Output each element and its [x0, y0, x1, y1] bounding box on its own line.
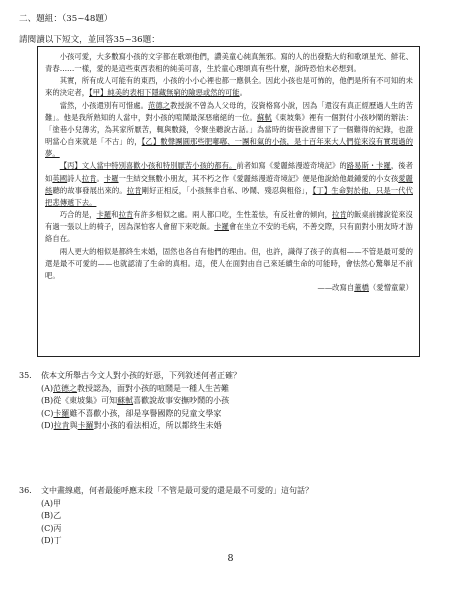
text-run: (C) [41, 408, 54, 418]
option-b[interactable] [41, 510, 313, 523]
question-stem [19, 370, 241, 383]
source-title: （愛憎童蒙） [368, 282, 413, 292]
underlined-text: 拉肯 [126, 185, 142, 195]
paragraph [45, 246, 413, 282]
instruction: 請閱讀以下短文，並回答35~36題： [19, 35, 160, 45]
paragraph [45, 160, 413, 209]
text-run: 會在坐立不安的毛病，不善交際，只有面對小朋友時才游絡自在。 [45, 222, 413, 244]
options [41, 383, 241, 433]
underlined-text: 【甲】純美的表相下隱藏無窮的險惡或然的可能 [89, 88, 240, 98]
paragraph [45, 100, 413, 161]
text-run: 教授說不曾為人父母的，沒資格寫小說，因為「還沒有真正經歷過人生的苦難」。他是我所熟知的人當中，對小孩的喧鬧最深惡痛絕的一位。 [45, 100, 413, 122]
paragraph [45, 75, 413, 99]
question-35 [19, 370, 241, 433]
page-number: 8 [227, 553, 234, 564]
option-c[interactable] [41, 408, 241, 421]
underlined-text: 數聲團圓那些肥嘟嘟、一團和氣的小孩，是十百年來大人們從來沒有實現過的夢。 [45, 137, 413, 159]
underlined-text: 【丁】 [312, 185, 332, 195]
underlined-text: 范德之 [53, 383, 78, 393]
option-a[interactable] [41, 498, 313, 511]
text-run: 。 [239, 88, 247, 98]
question-number: 36. [19, 486, 32, 495]
text-run: 《東坡集》裡有一個對付小孩吵鬧的辦法：「塗巷小兒薄劣，為其家所厭苦，輒與數錢，令聚坐聽說古話。」為當時的街巷說書留下了一個難得的紀錄，也證明當心自來就是「不古」的， [45, 112, 413, 147]
text-run: (B)乙 [41, 511, 62, 521]
text-run: ，後者如 [45, 161, 413, 183]
source-citation [45, 282, 413, 294]
text-run: 小孩可愛，大多數寫小孩的文字都在歌頌他們，讚美童心純真無邪。寫的人的出發點大約和歌頌星光、鮮花、青春……一樣，愛的是這些東西表相的純美可喜，生於童心理頌真有些什麼，說時恐怕未必想到。 [45, 52, 413, 74]
question-text: 文中畫線處，何者最能呼應末段「不管是最可愛的還是最不可愛的」這句話？ [41, 486, 313, 495]
underlined-text: 拉肯 [53, 421, 70, 431]
text-run: 雖不喜歡小孩，卻是享譽國際的兒童文學家 [69, 408, 222, 418]
underlined-text: 范德之 [148, 100, 171, 110]
text-run: 與 [69, 421, 78, 431]
paragraph [45, 51, 413, 75]
underlined-text: 卡羅 [96, 210, 112, 220]
text-run: (A) [41, 383, 54, 393]
text-run: 的飯桌前據說從來沒有過一張以上的椅子，因為深怕客人會留下來吃飯。 [45, 210, 413, 232]
text-run: 詩人 [67, 173, 82, 183]
text-run: 有許多相似之處。兩人都口吃，生性羞怯，有反社會的傾向， [133, 210, 332, 220]
text-run: 和 [111, 210, 119, 220]
underlined-text: 蘇軾 [256, 112, 272, 122]
question-text: 依本文所舉古今文人對小孩的好惡，下列敘述何者正確？ [41, 371, 241, 380]
section-title: 二、題組：（35~48題） [19, 14, 113, 24]
option-d[interactable] [41, 420, 241, 433]
option-c[interactable] [41, 523, 313, 536]
underlined-text: 愛麗絲 [45, 173, 413, 195]
text-run: (C)丙 [41, 523, 62, 533]
text-run: 其實，所有成人可能有的東西，小孩的小小心裡也都一應俱全。因此小孩也是可怖的，他們是所有不可知的未來的決定者， [45, 76, 413, 98]
underlined-text: 卡羅 [53, 408, 70, 418]
option-d[interactable] [41, 535, 313, 548]
text-run: 喜歡說故事安撫吵鬧的小孩 [133, 396, 230, 406]
underlined-text: 拉肯 [331, 210, 347, 220]
underlined-text: 拉肯 [118, 210, 134, 220]
passage-box [37, 46, 420, 357]
underlined-text: 路易斯・卡羅 [346, 161, 391, 171]
underlined-text: 生命對於他，只是一代代把悲傳遞下去。 [45, 185, 413, 207]
underlined-text: 拉肯 [81, 173, 97, 183]
text-run: 當然，小孩還別有可惜處。 [59, 100, 149, 110]
source-prefix: ——改寫自 [317, 282, 355, 292]
text-run: 聽的故事發展出來的。 [52, 185, 127, 195]
text-run: (B)從《東坡集》可知 [41, 396, 118, 406]
text-run: 剛好正相反，「小孩無非自私、吵鬧、殘忍與粗俗」， [141, 185, 313, 195]
options [41, 498, 313, 548]
text-run: (A)甲 [41, 498, 62, 508]
question-stem [19, 485, 313, 498]
option-a[interactable] [41, 383, 241, 396]
underlined-text: 卡羅 [103, 173, 119, 183]
option-b[interactable] [41, 395, 241, 408]
underlined-text: 卡羅 [77, 421, 94, 431]
text-run: 對小孩的看法相近，所以都終生未婚 [93, 421, 222, 431]
underlined-text: 【乙】 [141, 137, 161, 147]
underlined-text: 卡羅 [214, 222, 230, 232]
underlined-text: 英國 [52, 173, 68, 183]
text-run: 一生結交無數小朋友，其不朽之作《愛麗絲漫遊奇境記》便是他說給他最鍾愛的小女孩 [118, 173, 399, 183]
question-number: 35. [19, 371, 32, 380]
question-36 [19, 485, 313, 548]
text-run: 巧合的是， [59, 210, 97, 220]
text-run: (D)丁 [41, 536, 62, 546]
underlined-text: 蘇軾 [117, 396, 134, 406]
underlined-text: 【丙】文人當中特別喜歡小孩和特別厭苦小孩的都有。 [59, 161, 237, 171]
text-run: (D) [41, 421, 54, 431]
text-run: 兩人更大的相似是都終生未婚，固然也各自有他們的理由。但，也許，識得了孩子的真相——不管是最可愛的還是最不可愛的——也就認清了生命的真相。這，使人在面對由自己來延續生命的可能時，會怯然心驚舉足不前吧。 [45, 246, 413, 280]
text-run: 。 [96, 173, 104, 183]
text-run: 教授認為，面對小孩的喧鬧是一種人生苦難 [77, 383, 230, 393]
paragraph [45, 209, 413, 245]
source-author: 董橋 [354, 282, 369, 292]
text-run: 前者如寫《愛麗絲漫遊奇境記》的 [236, 161, 347, 171]
